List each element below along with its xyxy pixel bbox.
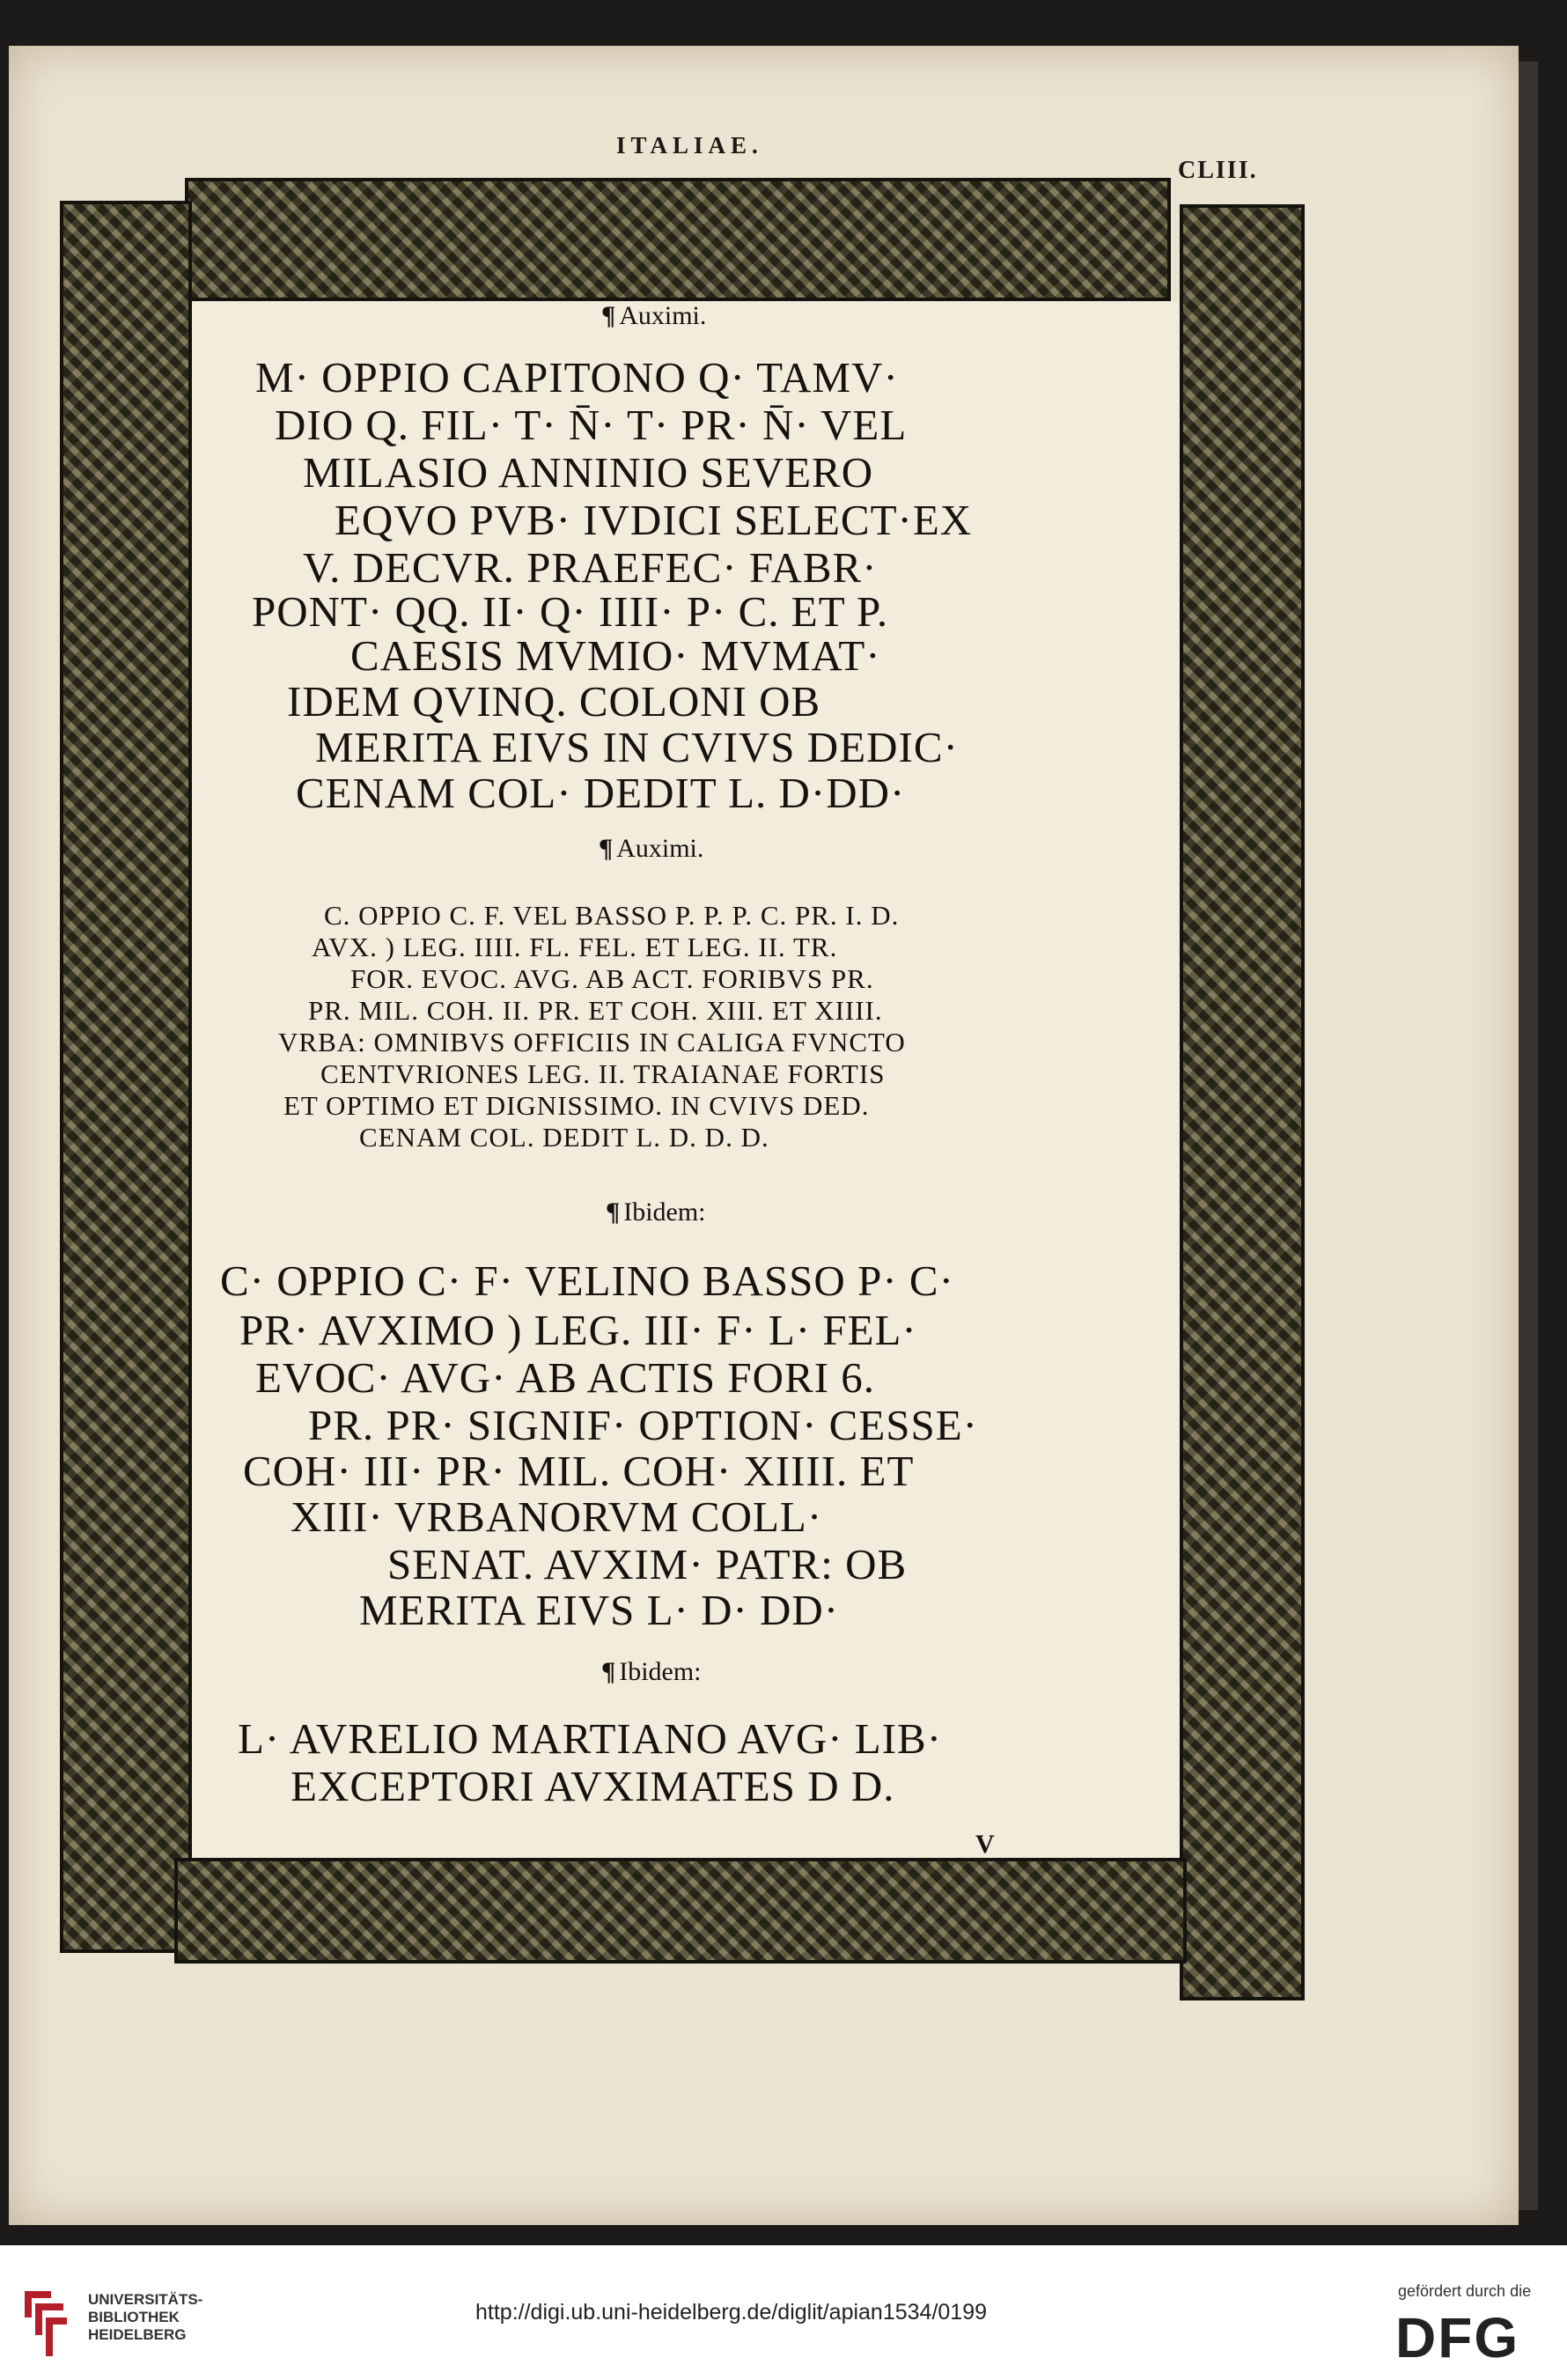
woodcut-border-top: [185, 178, 1171, 301]
inscription-2-line: CENTVRIONES LEG. II. TRAIANAE FORTIS: [320, 1058, 886, 1089]
inscription-1-line: PONT· QQ. II· Q· IIII· P· C. ET P.: [252, 587, 889, 636]
inscription-1-line: CAESIS MVMIO· MVMAT·: [350, 631, 881, 680]
rubric-2: ¶ Auximi.: [599, 834, 704, 863]
inscription-2-line: C. OPPIO C. F. VEL BASSO P. P. P. C. PR. I. D.: [324, 900, 900, 931]
inscription-3-line: MERITA EIVS L· D· DD·: [359, 1586, 840, 1634]
woodcut-border-right: [1180, 204, 1305, 2001]
inscription-3-line: SENAT. AVXIM· PATR: OB: [387, 1540, 908, 1588]
inscription-4-line: EXCEPTORI AVXIMATES D D.: [291, 1762, 895, 1810]
inscription-3-line: C· OPPIO C· F· VELINO BASSO P· C·: [220, 1256, 954, 1305]
inscription-1-line: DIO Q. FIL· T· N̄· T· PR· N̄· VEL: [275, 401, 908, 449]
inscription-1-line: MERITA EIVS IN CVIVS DEDIC·: [315, 723, 959, 771]
funder-caption: gefördert durch die: [1398, 2282, 1532, 2300]
catchword: V: [975, 1830, 995, 1859]
inscription-3-line: COH· III· PR· MIL. COH· XIIII. ET: [243, 1447, 915, 1495]
inscription-1-line: CENAM COL· DEDIT L. D·DD·: [296, 769, 906, 817]
inscription-1-line: IDEM QVINQ. COLONI OB: [287, 677, 821, 726]
university-library-logo-icon: [16, 2282, 72, 2362]
inscription-1-line: MILASIO ANNINIO SEVERO: [303, 448, 874, 497]
inscription-2-line: ET OPTIMO ET DIGNISSIMO. IN CVIVS DED.: [283, 1090, 870, 1121]
dfg-logo: DFG: [1395, 2306, 1520, 2369]
rubric-3: ¶ Ibidem:: [606, 1197, 706, 1227]
pilcrow-icon: ¶: [599, 834, 614, 863]
inscription-3-line: XIII· VRBANORVM COLL·: [291, 1492, 823, 1541]
inscription-1-line: V. DECVR. PRAEFEC· FABR·: [303, 543, 878, 592]
inscription-2-line: CENAM COL. DEDIT L. D. D. D.: [359, 1122, 769, 1153]
inscription-3-line: EVOC· AVG· AB ACTIS FORI 6.: [255, 1353, 876, 1402]
pilcrow-icon: ¶: [606, 1197, 621, 1227]
inscription-3-line: PR. PR· SIGNIF· OPTION· CESSE·: [308, 1401, 979, 1449]
rubric-4: ¶ Ibidem:: [601, 1657, 702, 1686]
pilcrow-icon: ¶: [601, 1657, 616, 1686]
pilcrow-icon: ¶: [601, 301, 616, 330]
woodcut-border-left: [60, 201, 192, 1953]
page-edge: [1519, 62, 1538, 2210]
inscription-2-line: PR. MIL. COH. II. PR. ET COH. XIII. ET XIIII.: [308, 995, 883, 1026]
inscription-2-line: AVX. ) LEG. IIII. FL. FEL. ET LEG. II. TR.: [312, 932, 838, 962]
library-name: UNIVERSITÄTS- BIBLIOTHEK HEIDELBERG: [88, 2291, 203, 2343]
inscription-1-line: M· OPPIO CAPITONO Q· TAMV·: [255, 353, 899, 402]
rubric-1: ¶ Auximi.: [601, 301, 707, 330]
folio-number: CLIII.: [1178, 157, 1258, 184]
woodcut-border-bottom: [174, 1858, 1187, 1964]
inscription-2-line: FOR. EVOC. AVG. AB ACT. FORIBVS PR.: [350, 963, 874, 994]
inscription-panel: [192, 301, 1180, 1858]
inscription-3-line: PR· AVXIMO ) LEG. III· F· L· FEL·: [239, 1306, 917, 1354]
permalink-url[interactable]: http://digi.ub.uni-heidelberg.de/diglit/apian1534/0199: [475, 2300, 988, 2325]
running-head: ITALIAE.: [616, 132, 763, 158]
inscription-1-line: EQVO PVB· IVDICI SELECT·EX: [335, 496, 973, 544]
inscription-4-line: L· AVRELIO MARTIANO AVG· LIB·: [238, 1714, 943, 1763]
inscription-2-line: VRBA: OMNIBVS OFFICIIS IN CALIGA FVNCTO: [278, 1027, 906, 1057]
